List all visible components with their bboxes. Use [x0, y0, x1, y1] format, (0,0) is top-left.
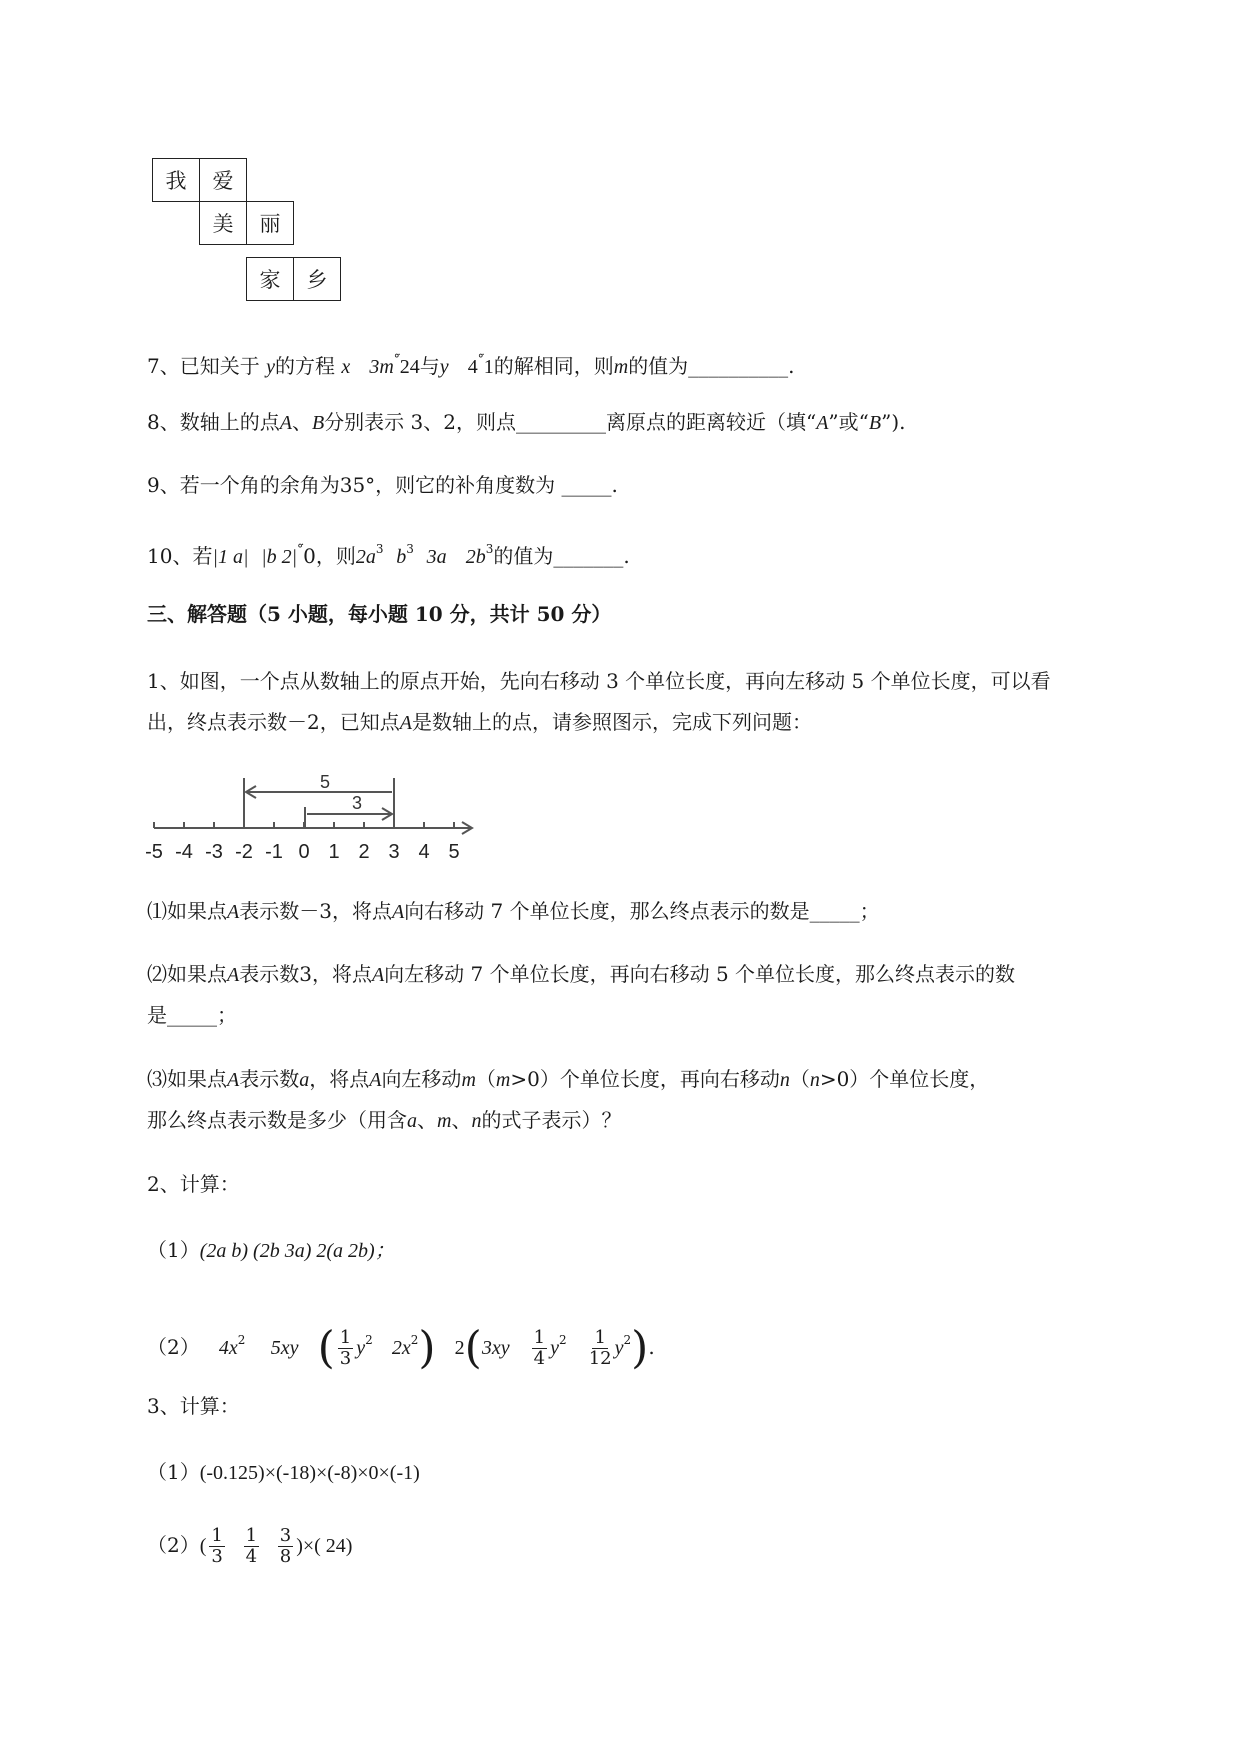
fraction-denominator: 4: [245, 1546, 258, 1567]
p2-term: y: [614, 1337, 624, 1359]
sub3-text: 那么终点表示数是多少（用含: [147, 1108, 407, 1132]
sub3-text: （: [789, 1067, 810, 1091]
q7-text: 7、已知关于: [147, 354, 260, 378]
q10-term: 2b: [465, 546, 486, 568]
sub3-var: m: [461, 1069, 476, 1091]
question-7: [147, 345, 795, 381]
sub1-var: A: [391, 901, 405, 923]
q10-text: 0，则: [303, 544, 356, 568]
q10-text: 10、若: [147, 544, 213, 568]
p1-text: 出，终点表示数－2，已知点: [147, 710, 400, 734]
tick-label: 3: [388, 841, 400, 863]
p2-exponent: 2: [365, 1333, 373, 1347]
fraction-numerator: 1: [245, 1525, 258, 1546]
fraction: [338, 1328, 353, 1369]
p2-term: 2: [454, 1337, 465, 1359]
sub3-text: >0）个单位长度，: [819, 1067, 990, 1091]
open-paren: (: [464, 1322, 482, 1374]
tick-label: -4: [175, 841, 193, 863]
sub3-text: （: [475, 1067, 496, 1091]
sub3-var: A: [369, 1069, 382, 1091]
p2-end: .: [648, 1335, 655, 1359]
fraction-numerator: 1: [211, 1525, 223, 1546]
q10-answer-blank: 的值为_______.: [493, 544, 630, 568]
problem-1-sub-2: [147, 960, 1015, 989]
problem-3-sub-1: [147, 1458, 420, 1487]
tick-label: 4: [418, 841, 430, 863]
arrow-3-label: 3: [352, 793, 363, 813]
tick-label: -2: [235, 841, 253, 863]
p2-sub2-label: （2）: [147, 1335, 200, 1359]
fraction-numerator: 3: [279, 1525, 292, 1546]
arrow-5-label: 5: [320, 772, 331, 792]
number-line-figure: [140, 770, 480, 870]
problem-1-sub-3: [147, 1065, 989, 1094]
p1-text: 是数轴上的点，请参照图示，完成下列问题：: [411, 710, 812, 734]
q10-term: 2a: [355, 546, 376, 568]
p2-exponent: 2: [237, 1333, 246, 1347]
tick-label: 0: [298, 841, 310, 863]
sub2-text: 向左移动 7 个单位长度，再向右移动 5 个单位长度，那么终点表示的数: [384, 962, 1016, 986]
fraction: [278, 1526, 293, 1567]
q7-var: m: [613, 356, 629, 378]
q8-text: 、: [291, 410, 312, 434]
tick-label: 5: [448, 841, 460, 863]
problem-3-sub-2: [147, 1520, 352, 1571]
fraction-numerator: 1: [533, 1327, 546, 1348]
p2-term: 3xy: [481, 1337, 510, 1359]
net-cell-6: 乡: [293, 257, 341, 301]
fraction-denominator: 3: [339, 1348, 352, 1369]
sub3-text: 、: [451, 1108, 472, 1132]
q7-eq-term: 1: [483, 356, 494, 378]
sub3-text: 的式子表示）？: [481, 1108, 622, 1132]
q8-text: ”或“: [828, 410, 869, 434]
sub1-text: 向右移动 7 个单位长度，那么终点表示的数是_____；: [404, 899, 880, 923]
question-9: 9、若一个角的余角为35°，则它的补角度数为 _____.: [147, 473, 618, 497]
sub3-var: m: [495, 1069, 511, 1091]
fraction-numerator: 1: [594, 1327, 606, 1348]
p2-term: y: [550, 1337, 559, 1359]
p3-sub2-label: （2）: [147, 1533, 200, 1557]
q7-eq-symbol: °͘: [393, 352, 400, 366]
q7-text: 的解相同，则: [493, 354, 614, 378]
sub2-text: 表示数3，将点: [239, 962, 372, 986]
section-3-title: 三、解答题（5 小题，每小题 10 分，共计 50 分）: [147, 602, 612, 626]
sub3-var: n: [779, 1069, 790, 1091]
problem-1-line-1: 1、如图，一个点从数轴上的原点开始，先向右移动 3 个单位长度，再向左移动 5 个单位长度，可以看: [147, 669, 1051, 693]
sub3-var: a: [407, 1110, 417, 1132]
fraction-denominator: 3: [211, 1546, 223, 1567]
q8-text: 8、数轴上的点: [147, 410, 280, 434]
p3-tail: )×( 24): [296, 1535, 353, 1557]
p2-exponent: 2: [410, 1333, 419, 1347]
q8-var: A: [816, 412, 829, 434]
q10-exponent: 3: [375, 542, 384, 556]
sub3-var: A: [227, 1069, 240, 1091]
problem-1-sub-3-line-2: [147, 1106, 621, 1135]
p2-term: 2x: [391, 1337, 411, 1359]
problem-1-line-2: [147, 708, 812, 737]
sub3-text: 表示数: [239, 1067, 300, 1091]
fraction: [532, 1328, 547, 1369]
q7-eq-term: 24: [399, 356, 420, 378]
p3-sub1-expression: (-0.125)×(-18)×(-8)×0×(-1): [199, 1462, 420, 1484]
q7-eq-term: x: [341, 356, 351, 378]
open-paren: (: [317, 1322, 335, 1374]
net-cell-1: 我: [152, 158, 200, 202]
fraction-numerator: 1: [339, 1327, 352, 1348]
p2-term: y: [356, 1337, 366, 1359]
problem-1-sub-1: [147, 897, 880, 926]
net-cell-3: 美: [199, 201, 247, 245]
fraction: [209, 1526, 224, 1567]
p2-term: 4x: [218, 1337, 238, 1359]
tick-label: -5: [145, 841, 163, 863]
sub1-text: ⑴如果点: [147, 899, 227, 923]
sub1-var: A: [227, 901, 240, 923]
q7-text: 的方程: [274, 354, 335, 378]
p2-sub1-label: （1）: [147, 1238, 200, 1262]
p2-sub1-expression: (2a b) (2b 3a) 2(a 2b)；: [199, 1240, 395, 1262]
fraction-denominator: 8: [279, 1546, 292, 1567]
fraction: [589, 1328, 612, 1369]
q8-var: A: [279, 412, 292, 434]
p3-paren: (: [199, 1535, 207, 1557]
sub2-var: A: [227, 964, 240, 986]
tick-label: 2: [358, 841, 370, 863]
q7-eq-term: 3m: [369, 356, 394, 378]
sub1-text: 表示数－3，将点: [239, 899, 392, 923]
sub3-text: 、: [417, 1108, 437, 1132]
sub3-var: a: [299, 1069, 310, 1091]
q10-symbol: °͘: [297, 542, 304, 556]
q10-exponent: 3: [485, 542, 494, 556]
tick-label: -1: [265, 841, 283, 863]
problem-2-sub-2: [147, 1310, 655, 1379]
sub3-var: n: [471, 1110, 482, 1132]
q7-eq-term: 4: [467, 356, 478, 378]
q8-text: ”).: [881, 410, 906, 434]
q10-abs: |1 a|: [212, 546, 249, 568]
tick-label: -3: [205, 841, 223, 863]
sub3-var: n: [809, 1069, 820, 1091]
sub3-text: ⑶如果点: [147, 1067, 227, 1091]
question-8: [147, 408, 905, 437]
q10-term: b: [396, 546, 407, 568]
q7-answer-blank: 的值为__________.: [628, 354, 795, 378]
q10-abs: |b 2|: [261, 546, 298, 568]
problem-2-sub-1: [147, 1236, 395, 1265]
close-paren: ): [418, 1322, 436, 1374]
q7-text: 与: [419, 354, 440, 378]
net-cell-4: 丽: [246, 201, 294, 245]
q7-eq-symbol: °͘: [477, 352, 484, 366]
sub3-text: >0）个单位长度，再向右移动: [510, 1067, 780, 1091]
q10-exponent: 3: [406, 542, 414, 556]
q8-text: 分别表示 3、2，则点_________离原点的距离较近（填“: [324, 410, 817, 434]
net-cell-2: 爱: [199, 158, 247, 202]
q10-term: 3a: [426, 546, 447, 568]
fraction: [244, 1526, 259, 1567]
p2-exponent: 2: [559, 1333, 567, 1347]
p2-exponent: 2: [623, 1333, 632, 1347]
p1-var: A: [399, 712, 412, 734]
fraction-denominator: 4: [533, 1348, 546, 1369]
q8-var: B: [311, 412, 325, 434]
problem-2-title: 2、计算：: [147, 1172, 240, 1196]
tick-label: 1: [328, 841, 340, 863]
close-paren: ): [631, 1322, 649, 1374]
sub2-text: ⑵如果点: [147, 962, 227, 986]
question-10: [147, 535, 630, 571]
sub3-text: 向左移动: [381, 1067, 462, 1091]
q8-var: B: [868, 412, 882, 434]
sub3-var: m: [437, 1110, 452, 1132]
problem-3-title: 3、计算：: [147, 1394, 240, 1418]
p3-sub1-label: （1）: [147, 1460, 200, 1484]
q7-var: y: [266, 356, 275, 378]
fraction-denominator: 12: [588, 1348, 612, 1369]
sub3-text: ，将点: [309, 1067, 370, 1091]
p2-term: 5xy: [270, 1337, 299, 1359]
net-cell-5: 家: [246, 257, 294, 301]
sub2-var: A: [371, 964, 385, 986]
q7-eq-term: y: [439, 356, 449, 378]
problem-1-sub-2-line-2: 是_____；: [147, 1003, 237, 1027]
